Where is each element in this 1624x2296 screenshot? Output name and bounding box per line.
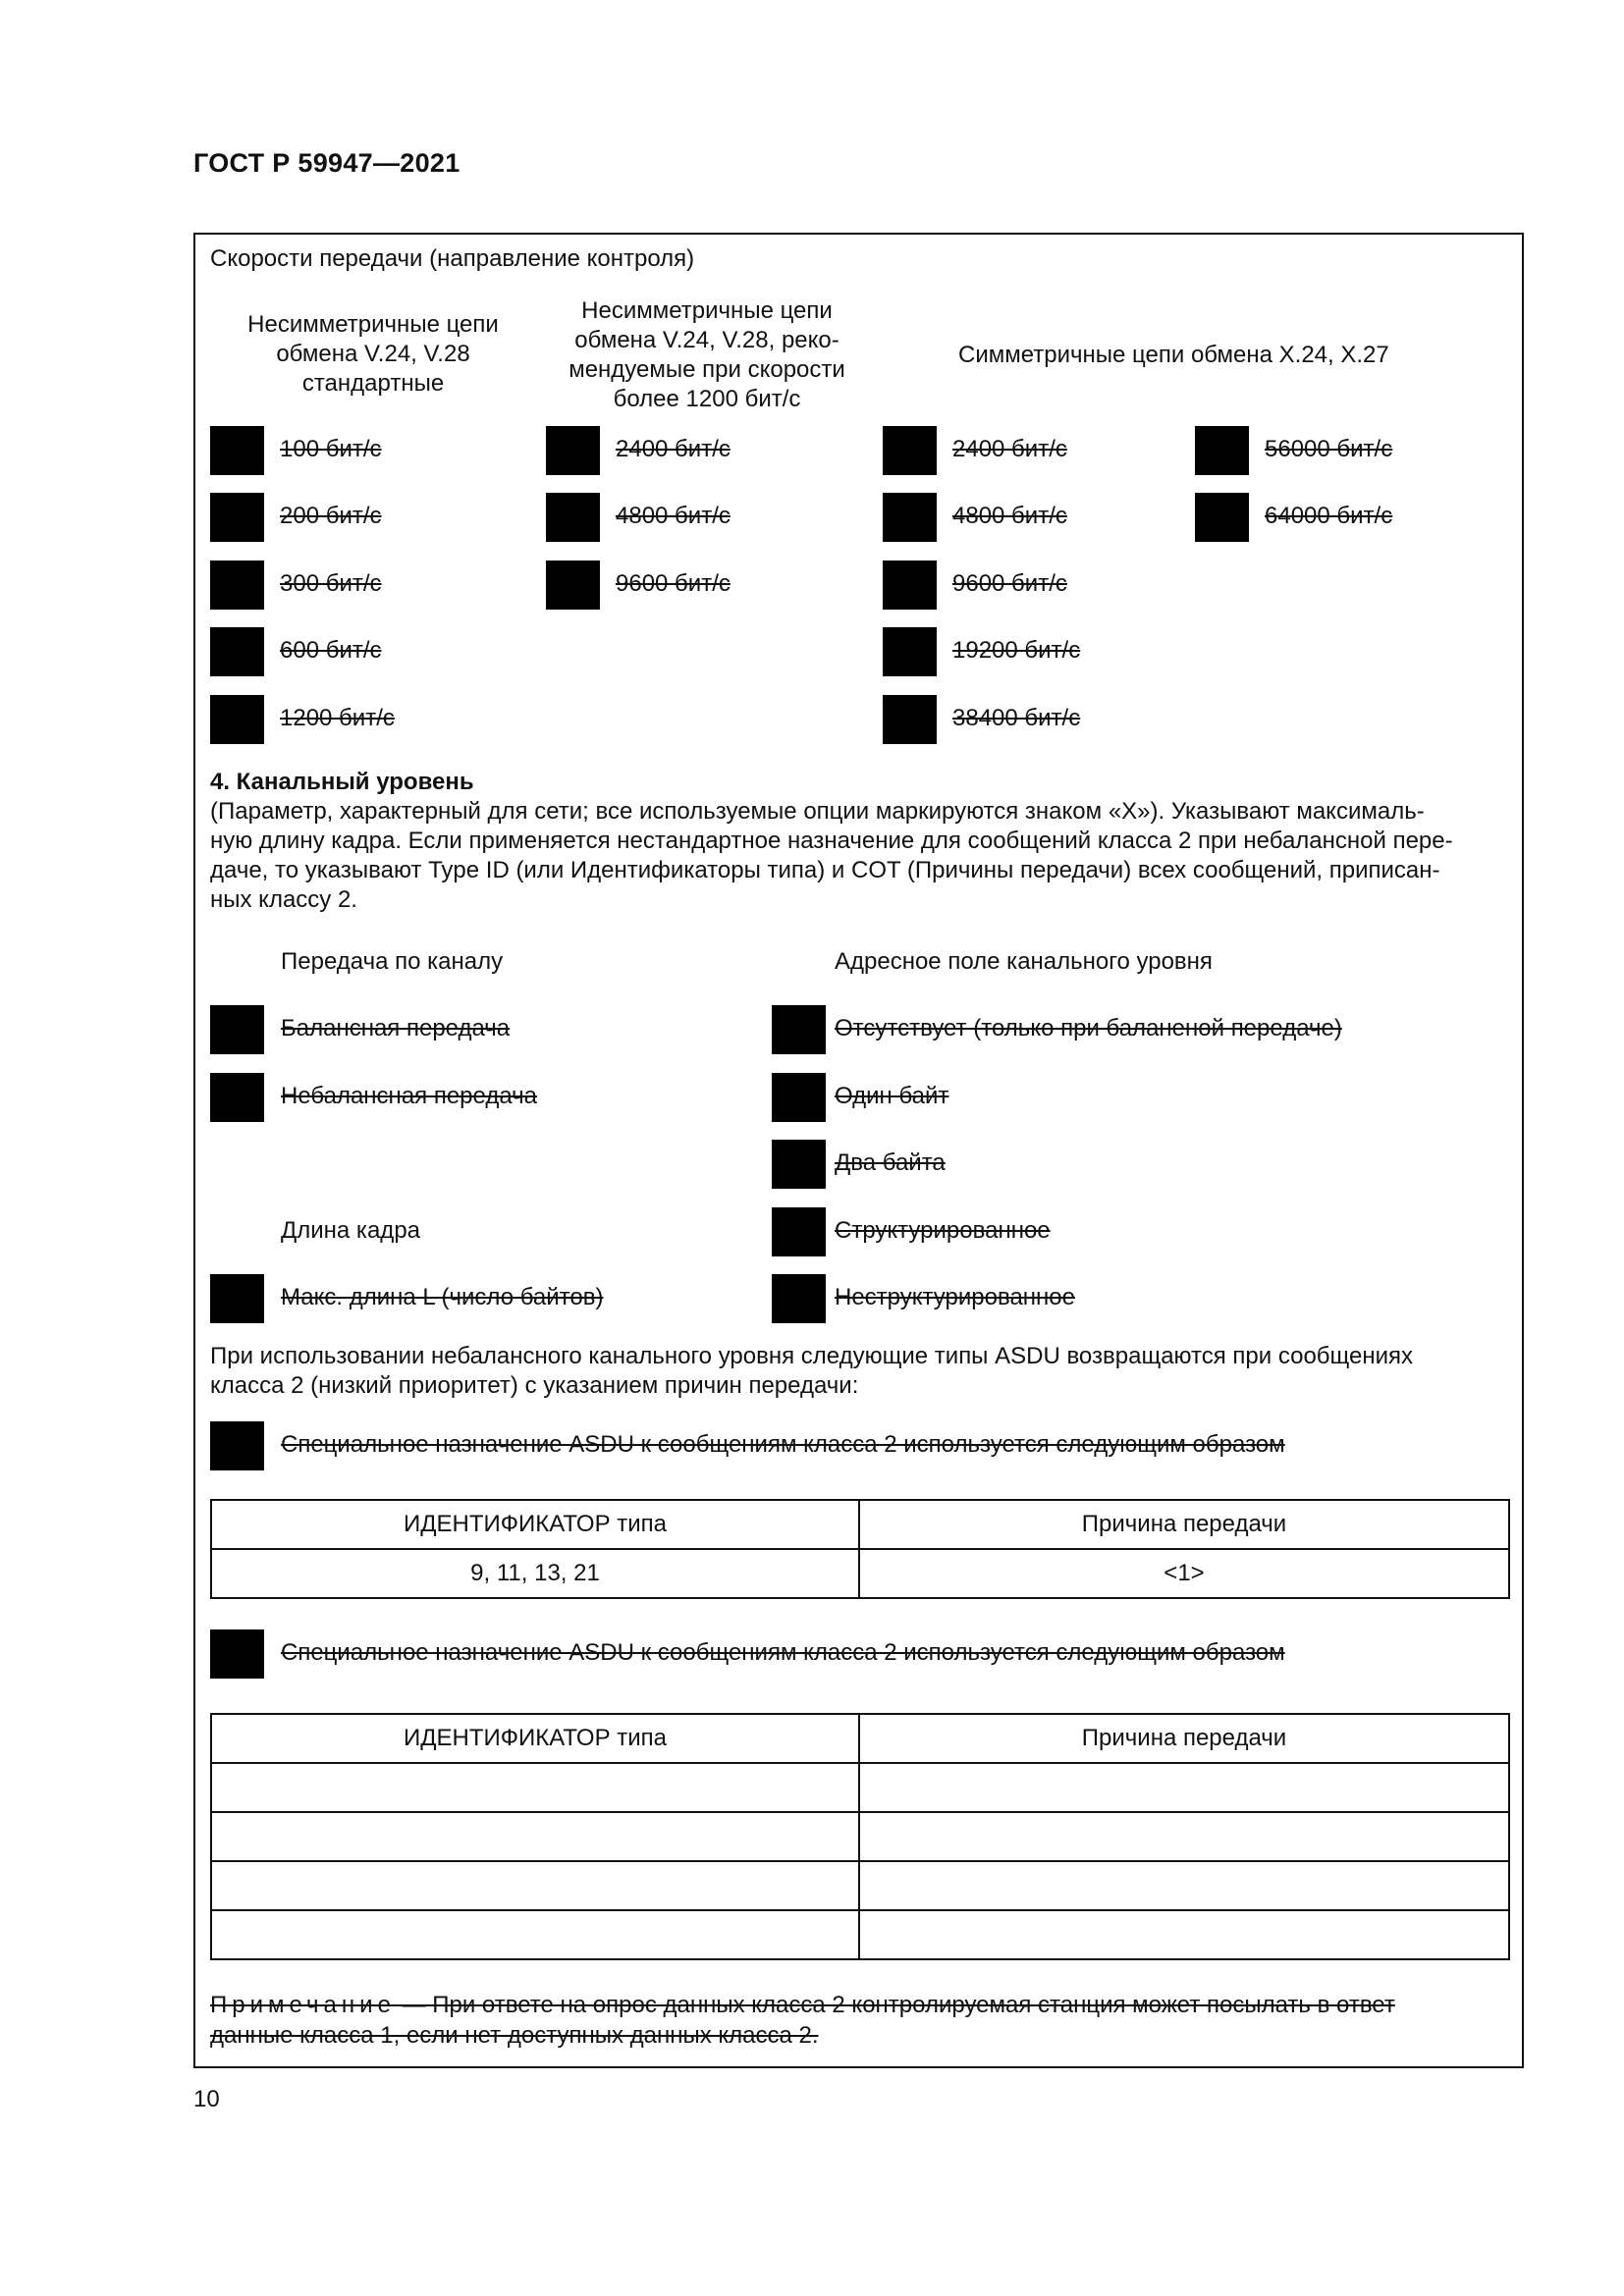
checkbox-19200-x24[interactable] — [883, 627, 937, 676]
option-4800-x24: 4800 бит/с — [952, 503, 1067, 529]
table1-cell-type-id: 9, 11, 13, 21 — [211, 1549, 859, 1598]
checkbox-4800-v24[interactable] — [546, 493, 600, 542]
asdu-table-1 — [210, 1499, 1510, 1599]
option-9600-v24: 9600 бит/с — [616, 570, 731, 597]
asdu-text: При использовании небалансного канального уровня следующие типы ASDU возвращаются при сообщениях класса 2 (низкий приоритет) с указанием причин передачи: — [210, 1343, 1414, 1399]
option-56000: 56000 бит/с — [1265, 436, 1393, 462]
table1-cell-cause: <1> — [859, 1549, 1509, 1598]
note-text-second: данные класса 1, если нет доступных данных класса 2. — [210, 2022, 819, 2049]
table1-header-type-id: ИДЕНТИФИКАТОР типа — [211, 1500, 859, 1549]
address-field-label: Адресное поле канального уровня — [835, 948, 1213, 975]
document-header: ГОСТ Р 59947—2021 — [193, 148, 460, 178]
option-200: 200 бит/с — [280, 503, 382, 529]
option-100: 100 бит/с — [280, 436, 382, 462]
option-special-assignment-1: Специальное назначение ASDU к сообщениям класса 2 используется следующим образом — [281, 1431, 1285, 1458]
option-64000: 64000 бит/с — [1265, 503, 1393, 529]
table2-header-cause: Причина передачи — [859, 1714, 1509, 1763]
option-2400-x24: 2400 бит/с — [952, 436, 1067, 462]
checkbox-max-length[interactable] — [210, 1274, 264, 1323]
checkbox-200[interactable] — [210, 493, 264, 542]
table2-cell[interactable] — [211, 1910, 859, 1959]
option-600: 600 бит/с — [280, 637, 382, 664]
checkbox-address-structured[interactable] — [772, 1207, 826, 1256]
table2-cell[interactable] — [859, 1861, 1509, 1910]
speeds-title: Скорости передачи (направление контроля) — [210, 245, 695, 272]
option-300: 300 бит/с — [280, 570, 382, 597]
checkbox-address-unstructured[interactable] — [772, 1274, 826, 1323]
option-special-assignment-2: Специальное назначение ASDU к сообщениям класса 2 используется следующим образом — [281, 1639, 1285, 1666]
checkbox-9600-v24[interactable] — [546, 561, 600, 610]
option-1200: 1200 бит/с — [280, 705, 395, 731]
checkbox-2400-v24[interactable] — [546, 426, 600, 475]
checkbox-address-one-byte[interactable] — [772, 1073, 826, 1122]
option-4800-v24: 4800 бит/с — [616, 503, 731, 529]
table2-cell[interactable] — [859, 1910, 1509, 1959]
option-address-unstructured: Неструктурированное — [835, 1284, 1075, 1310]
checkbox-100[interactable] — [210, 426, 264, 475]
table2-cell[interactable] — [859, 1763, 1509, 1812]
option-unbalanced: Небалансная передача — [281, 1083, 538, 1109]
table2-cell[interactable] — [211, 1812, 859, 1861]
note-text-first: — При ответе на опрос данных класса 2 контролируемая станция может посылать в ответ — [395, 1992, 1395, 2018]
checkbox-600[interactable] — [210, 627, 264, 676]
checkbox-2400-x24[interactable] — [883, 426, 937, 475]
option-max-length: Макс. длина L (число байтов) — [281, 1284, 604, 1310]
checkbox-4800-x24[interactable] — [883, 493, 937, 542]
option-address-one-byte: Один байт — [835, 1083, 949, 1109]
table2-cell[interactable] — [211, 1861, 859, 1910]
link-transmission-label: Передача по каналу — [281, 948, 504, 975]
speeds-col3-heading: Симметричные цепи обмена X.24, X.27 — [958, 342, 1389, 368]
checkbox-1200[interactable] — [210, 695, 264, 744]
option-address-absent: Отсутствует (только при баланеной передаче) — [835, 1015, 1342, 1041]
checkbox-38400-x24[interactable] — [883, 695, 937, 744]
table2-cell[interactable] — [211, 1763, 859, 1812]
checkbox-address-absent[interactable] — [772, 1005, 826, 1054]
table1-header-cause: Причина передачи — [859, 1500, 1509, 1549]
note — [210, 1990, 1508, 2051]
checkbox-balanced[interactable] — [210, 1005, 264, 1054]
table2-header-type-id: ИДЕНТИФИКАТОР типа — [211, 1714, 859, 1763]
checkbox-9600-x24[interactable] — [883, 561, 937, 610]
option-9600-x24: 9600 бит/с — [952, 570, 1067, 597]
option-address-two-bytes: Два байта — [835, 1149, 946, 1176]
frame-length-label: Длина кадра — [281, 1217, 421, 1244]
option-address-structured: Структурированное — [835, 1217, 1051, 1244]
option-38400-x24: 38400 бит/с — [952, 705, 1081, 731]
option-19200-x24: 19200 бит/с — [952, 637, 1081, 664]
option-2400-v24: 2400 бит/с — [616, 436, 731, 462]
section4-intro: (Параметр, характерный для сети; все используемые опции маркируются знаком «X»). Указывают максималь- ную длину кадра. Если применяется нестандартное назначение для сообщений класса 2 при небалансной пере- даче, то указывают Type ID (или Идентификаторы типа) и COT (Причины передачи) всех сообщений, приписан- ных классу 2. — [210, 798, 1453, 913]
checkbox-300[interactable] — [210, 561, 264, 610]
asdu-table-2 — [210, 1713, 1510, 1960]
table2-cell[interactable] — [859, 1812, 1509, 1861]
section4-title: 4. Канальный уровень — [210, 769, 474, 795]
page-number: 10 — [193, 2086, 220, 2112]
checkbox-56000[interactable] — [1195, 426, 1249, 475]
checkbox-64000[interactable] — [1195, 493, 1249, 542]
checkbox-address-two-bytes[interactable] — [772, 1140, 826, 1189]
checkbox-special-assignment-2[interactable] — [210, 1629, 264, 1679]
speeds-col2-heading: Несимметричные цепи обмена V.24, V.28, реко- мендуемые при скорости более 1200 бит/с — [568, 297, 845, 412]
option-balanced: Балансная передача — [281, 1015, 511, 1041]
note-label: Примечание — [210, 1992, 396, 2018]
checkbox-special-assignment-1[interactable] — [210, 1421, 264, 1470]
checkbox-unbalanced[interactable] — [210, 1073, 264, 1122]
speeds-col1-heading: Несимметричные цепи обмена V.24, V.28 стандартные — [247, 311, 499, 397]
